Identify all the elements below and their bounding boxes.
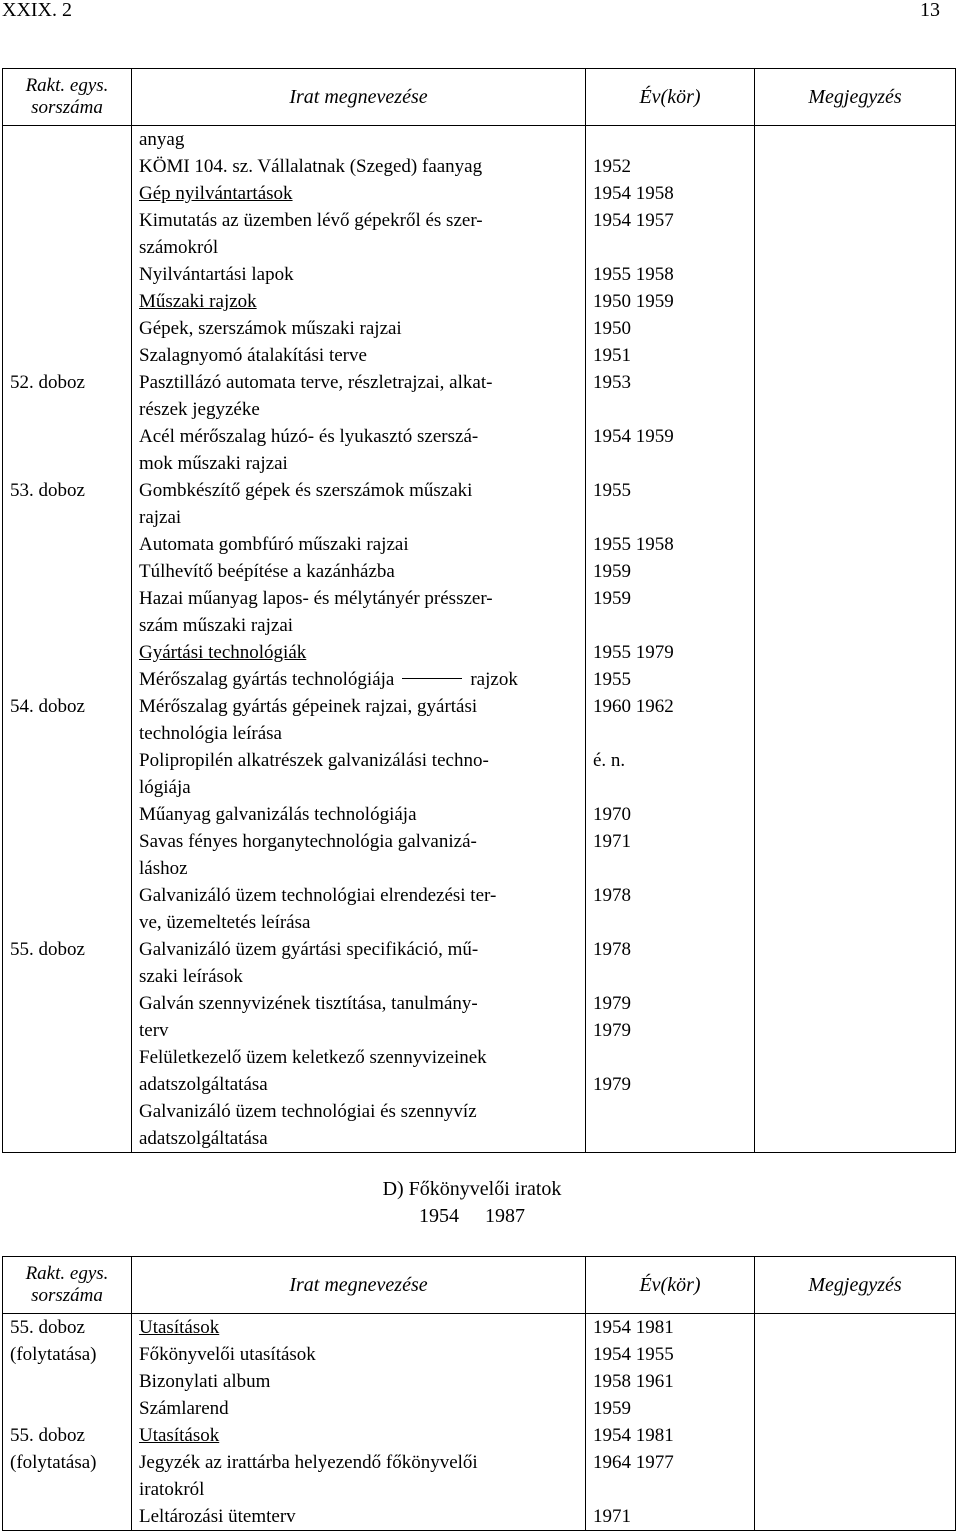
year-line: 1955 1958 — [593, 264, 674, 285]
year-line — [593, 1044, 748, 1071]
records-table-2 — [2, 1256, 956, 1531]
document-entry-text: Kimutatás az üzemben lévő gépekről és szer- — [139, 210, 483, 231]
document-entry-text: Túlhevítő beépítése a kazánházba — [139, 561, 395, 582]
year-line: 1979 — [593, 993, 631, 1014]
header-year: Év(kör) — [586, 1257, 755, 1314]
year-line: 1978 — [593, 885, 631, 906]
year-line — [593, 612, 748, 639]
document-entry-line — [139, 1503, 579, 1530]
unit-number-line — [10, 558, 125, 585]
document-entry-text: technológia leírása — [139, 723, 282, 744]
unit-number-line: 55. doboz — [10, 1317, 85, 1338]
year-column — [586, 1314, 755, 1531]
document-entry-line — [139, 1098, 579, 1125]
year-line: 1950 1959 — [593, 291, 674, 312]
document-entry-text: Műanyag galvanizálás technológiája — [139, 804, 417, 825]
document-entry-text: KÖMI 104. sz. Vállalatnak (Szeged) faanyag — [139, 156, 483, 177]
year-line — [593, 1098, 748, 1125]
unit-number-line — [10, 1098, 125, 1125]
document-entry-line — [139, 126, 579, 153]
unit-number-line — [10, 963, 125, 990]
document-entry-text: Automata gombfúró műszaki rajzai — [139, 534, 409, 555]
year-line — [593, 1476, 748, 1503]
document-entry-line — [139, 423, 579, 450]
document-entry-text: Utasítások — [139, 1317, 220, 1338]
year-line: 1952 — [593, 156, 631, 177]
document-entry-text: Felületkezelő üzem keletkező szennyvizeinek — [139, 1047, 487, 1068]
unit-number-line — [10, 342, 125, 369]
unit-number-line — [10, 855, 125, 882]
unit-number-line — [10, 747, 125, 774]
year-line: 1955 — [593, 669, 631, 690]
document-entry-text: lógiája — [139, 777, 191, 798]
document-entry-text: Műszaki rajzok — [139, 291, 257, 312]
document-entry-text: Gépek, szerszámok műszaki rajzai — [139, 318, 402, 339]
header-remark: Megjegyzés — [755, 1257, 956, 1314]
header-unit-number: Rakt. egys. sorszáma — [3, 69, 132, 126]
unit-number-line — [10, 207, 125, 234]
unit-number-line: (folytatása) — [10, 1452, 97, 1473]
unit-number-line — [10, 828, 125, 855]
year-line: 1955 — [593, 480, 631, 501]
document-entry-line — [139, 234, 579, 261]
unit-number-line — [10, 261, 125, 288]
document-entry-text: adatszolgáltatása — [139, 1128, 268, 1149]
year-line — [593, 720, 748, 747]
year-line: 1979 — [593, 1020, 631, 1041]
unit-number-line: 52. doboz — [10, 372, 85, 393]
document-entry-line — [139, 207, 579, 234]
table-body-row — [3, 1314, 956, 1531]
year-line: 1954 1957 — [593, 210, 674, 231]
unit-column — [3, 1314, 132, 1531]
document-entry-line — [139, 1449, 579, 1476]
document-entry-text: Nyilvántartási lapok — [139, 264, 294, 285]
document-entry-text: szám műszaki rajzai — [139, 615, 294, 636]
document-entry-line — [139, 936, 579, 963]
year-line: 1971 — [593, 1506, 631, 1527]
document-entry-text: Hazai műanyag lapos- és mélytányér présszer- — [139, 588, 493, 609]
year-line: 1953 — [593, 372, 631, 393]
year-line — [593, 504, 748, 531]
unit-column — [3, 126, 132, 1153]
unit-number-line — [10, 585, 125, 612]
document-entry-text: iratokról — [139, 1479, 205, 1500]
document-entry-text: rajzai — [139, 507, 182, 528]
document-column — [132, 1314, 586, 1531]
unit-number-line — [10, 666, 125, 693]
document-entry-line — [139, 963, 579, 990]
document-entry-line — [139, 477, 579, 504]
table-header-row — [3, 69, 956, 126]
document-entry-text: Mérőszalag gyártás technológiája — [139, 669, 395, 690]
document-entry-text: anyag — [139, 129, 185, 150]
document-entry-line — [139, 1071, 579, 1098]
document-entry-line — [139, 720, 579, 747]
year-column — [586, 126, 755, 1153]
document-entry-text: Acél mérőszalag húzó- és lyukasztó szerszá- — [139, 426, 479, 447]
unit-number-line — [10, 315, 125, 342]
document-entry-line — [139, 855, 579, 882]
unit-number-line — [10, 612, 125, 639]
document-entry-line — [139, 801, 579, 828]
unit-number-line — [10, 990, 125, 1017]
year-line: 1959 — [593, 561, 631, 582]
document-entry-line — [139, 261, 579, 288]
header-remark: Megjegyzés — [755, 69, 956, 126]
records-table-1 — [2, 68, 956, 1153]
document-entry-tail: rajzok — [470, 669, 518, 690]
unit-number-line — [10, 126, 125, 153]
year-line: 1960 1962 — [593, 696, 674, 717]
document-entry-line — [139, 828, 579, 855]
document-entry-line — [139, 1341, 579, 1368]
header-document-name: Irat megnevezése — [132, 69, 586, 126]
document-entry-text: Galvanizáló üzem technológiai és szennyvíz — [139, 1101, 477, 1122]
unit-number-line — [10, 1044, 125, 1071]
year-line: 1954 1981 — [593, 1317, 674, 1338]
document-entry-text: Pasztillázó automata terve, részletrajzai, alkat- — [139, 372, 493, 393]
document-entry-text: részek jegyzéke — [139, 399, 260, 420]
year-line — [593, 450, 748, 477]
year-line: 1954 1958 — [593, 183, 674, 204]
year-line: é. n. — [593, 750, 626, 771]
document-entry-line — [139, 774, 579, 801]
page-number: 13 — [920, 0, 940, 21]
year-line — [593, 1125, 748, 1152]
document-entry-line — [139, 909, 579, 936]
unit-number-line — [10, 882, 125, 909]
document-entry-line — [139, 1044, 579, 1071]
year-line: 1970 — [593, 804, 631, 825]
year-line: 1979 — [593, 1074, 631, 1095]
document-entry-text: Szalagnyomó átalakítási terve — [139, 345, 367, 366]
document-entry-text: terv — [139, 1020, 169, 1041]
document-entry-line — [139, 1395, 579, 1422]
document-entry-line — [139, 882, 579, 909]
year-line: 1950 — [593, 318, 631, 339]
document-entry-line — [139, 396, 579, 423]
table-body-row — [3, 126, 956, 1153]
section-date-to: 1987 — [485, 1205, 525, 1227]
unit-number-line — [10, 1476, 125, 1503]
document-entry-line — [139, 1368, 579, 1395]
page-header — [0, 0, 960, 24]
document-entry-text: Galván szennyvizének tisztítása, tanulmány- — [139, 993, 478, 1014]
unit-number-line — [10, 1395, 125, 1422]
year-line: 1954 1955 — [593, 1344, 674, 1365]
year-line: 1954 1959 — [593, 426, 674, 447]
header-section-label: XXIX. 2 — [2, 0, 72, 21]
year-line — [593, 909, 748, 936]
document-entry-line — [139, 315, 579, 342]
document-entry-text: ve, üzemeltetés leírása — [139, 912, 311, 933]
unit-number-line — [10, 1017, 125, 1044]
unit-number-line — [10, 720, 125, 747]
unit-number-line: 55. doboz — [10, 1425, 85, 1446]
section-date-range — [0, 1203, 944, 1230]
unit-number-line: (folytatása) — [10, 1344, 97, 1365]
document-entry-text: Leltározási ütemterv — [139, 1506, 296, 1527]
year-line: 1959 — [593, 1398, 631, 1419]
unit-number-line — [10, 288, 125, 315]
document-entry-line — [139, 990, 579, 1017]
document-entry-text: Gombkészítő gépek és szerszámok műszaki — [139, 480, 473, 501]
year-line — [593, 126, 748, 153]
year-line: 1951 — [593, 345, 631, 366]
document-entry-text: Polipropilén alkatrészek galvanizálási techno- — [139, 750, 489, 771]
header-document-name: Irat megnevezése — [132, 1257, 586, 1314]
year-line: 1964 1977 — [593, 1452, 674, 1473]
header-year: Év(kör) — [586, 69, 755, 126]
document-entry-line — [139, 558, 579, 585]
document-entry-text: számokról — [139, 237, 219, 258]
dash-separator — [402, 678, 462, 679]
unit-number-line — [10, 1125, 125, 1152]
unit-number-line — [10, 774, 125, 801]
unit-number-line — [10, 153, 125, 180]
year-line: 1978 — [593, 939, 631, 960]
year-line — [593, 396, 748, 423]
document-entry-line — [139, 1017, 579, 1044]
year-line: 1971 — [593, 831, 631, 852]
document-entry-text: Bizonylati album — [139, 1371, 271, 1392]
year-line — [593, 234, 748, 261]
year-line: 1958 1961 — [593, 1371, 674, 1392]
document-entry-line — [139, 585, 579, 612]
year-line — [593, 963, 748, 990]
year-line: 1955 1979 — [593, 642, 674, 663]
unit-number-line — [10, 1503, 125, 1530]
document-entry-text: adatszolgáltatása — [139, 1074, 268, 1095]
section-title: D) Főkönyvelői iratok — [382, 1178, 562, 1200]
document-entry-text: Savas fényes horganytechnológia galvanizá- — [139, 831, 477, 852]
document-entry-line — [139, 747, 579, 774]
document-entry-line — [139, 369, 579, 396]
document-entry-line — [139, 1125, 579, 1152]
remark-column — [755, 1314, 956, 1531]
unit-number-line — [10, 1368, 125, 1395]
table-header-row — [3, 1257, 956, 1314]
unit-number-line — [10, 531, 125, 558]
document-entry-text: Utasítások — [139, 1425, 220, 1446]
unit-number-line — [10, 909, 125, 936]
document-entry-text: Jegyzék az irattárba helyezendő főkönyvelői — [139, 1452, 478, 1473]
header-unit-number: Rakt. egys. sorszáma — [3, 1257, 132, 1314]
document-entry-line — [139, 180, 579, 207]
document-entry-text: szaki leírások — [139, 966, 243, 987]
document-entry-text: Galvanizáló üzem gyártási specifikáció, mű- — [139, 939, 479, 960]
unit-number-line — [10, 234, 125, 261]
document-entry-text: láshoz — [139, 858, 188, 879]
year-line — [593, 855, 748, 882]
year-line — [593, 774, 748, 801]
remark-column — [755, 126, 956, 1153]
unit-number-line: 53. doboz — [10, 480, 85, 501]
document-entry-line — [139, 666, 579, 693]
year-line: 1955 1958 — [593, 534, 674, 555]
document-entry-line — [139, 504, 579, 531]
document-entry-text: Mérőszalag gyártás gépeinek rajzai, gyártási — [139, 696, 478, 717]
document-entry-text: Galvanizáló üzem technológiai elrendezési ter- — [139, 885, 497, 906]
unit-number-line — [10, 450, 125, 477]
document-entry-line — [139, 639, 579, 666]
unit-number-line: 54. doboz — [10, 696, 85, 717]
document-entry-line — [139, 1314, 579, 1341]
year-line: 1954 1981 — [593, 1425, 674, 1446]
unit-number-line: 55. doboz — [10, 939, 85, 960]
document-entry-line — [139, 1476, 579, 1503]
unit-number-line — [10, 801, 125, 828]
document-entry-line — [139, 531, 579, 558]
unit-number-line — [10, 504, 125, 531]
unit-number-line — [10, 180, 125, 207]
document-entry-text: mok műszaki rajzai — [139, 453, 288, 474]
document-column — [132, 126, 586, 1153]
document-entry-line — [139, 1422, 579, 1449]
unit-number-line — [10, 1071, 125, 1098]
section-date-from: 1954 — [419, 1205, 459, 1227]
document-entry-line — [139, 288, 579, 315]
unit-number-line — [10, 396, 125, 423]
unit-number-line — [10, 639, 125, 666]
document-entry-text: Gép nyilvántartások — [139, 183, 293, 204]
document-entry-text: Gyártási technológiák — [139, 642, 307, 663]
document-entry-line — [139, 153, 579, 180]
document-entry-line — [139, 450, 579, 477]
year-line: 1959 — [593, 588, 631, 609]
document-entry-text: Főkönyvelői utasítások — [139, 1344, 316, 1365]
document-entry-text: Számlarend — [139, 1398, 229, 1419]
document-entry-line — [139, 612, 579, 639]
document-entry-line — [139, 342, 579, 369]
unit-number-line — [10, 423, 125, 450]
document-entry-line — [139, 693, 579, 720]
